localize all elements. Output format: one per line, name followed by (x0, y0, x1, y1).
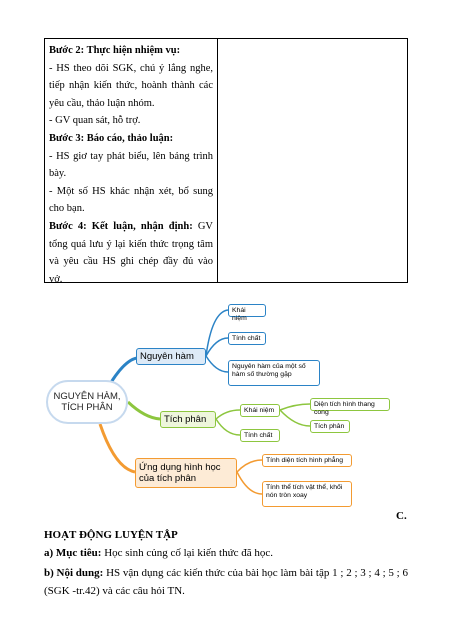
section-heading: HOẠT ĐỘNG LUYỆN TẬP (44, 529, 178, 541)
goal-text: Học sinh củng cố lại kiến thức đã học. (101, 547, 273, 559)
connector-root-ung-dung (100, 424, 135, 472)
connector-b2-leaf2 (216, 419, 240, 435)
step4-paragraph (49, 218, 213, 288)
content-paragraph (44, 564, 408, 600)
leaf-tinh-chat-2: Tính chất (240, 429, 280, 442)
connector-b1-leaf1 (206, 310, 228, 356)
leaf-khai-niem-1: Khái niệm (228, 304, 266, 317)
goal-paragraph (44, 546, 408, 560)
connector-b2-sub2 (280, 410, 310, 426)
branch-nguyen-ham: Nguyên hàm (136, 348, 206, 365)
step4-text: GV tổng quá lưu ý lại kiến thức trọng tâm và yêu cầu HS ghi chép đầy đủ vào vở. (49, 220, 213, 285)
connector-b3-leaf1 (237, 460, 262, 472)
goal-label: a) Mục tiêu: (44, 547, 102, 559)
leaf-the-tich-vat-the: Tính thể tích vật thể, khối nón tròn xoay (262, 481, 352, 507)
step2-line2: - GV quan sát, hỗ trợ. (49, 115, 141, 127)
content-text: HS vận dụng các kiến thức của bài học làm bài tập 1 ; 2 ; 3 ; 4 ; 5 ; 6 (SGK -tr.42) và các câu hỏi TN. (44, 567, 409, 597)
leaf-dien-tich-hinh-thang-cong: Diện tích hình thang cong (310, 398, 390, 411)
step3-line1: - HS giơ tay phát biểu, lên bảng trình bày. (49, 150, 213, 180)
table-column-divider (217, 39, 218, 282)
step3-title: Bước 3: Báo cáo, thảo luận: (49, 132, 174, 144)
leaf-nguyen-ham-thuong-gap: Nguyên hàm của một số hàm số thường gặp (228, 360, 320, 386)
leaf-khai-niem-2: Khái niệm (240, 404, 280, 417)
leaf-dien-tich-hinh-phang: Tính diện tích hình phẳng (262, 454, 352, 467)
activity-table (44, 38, 408, 283)
step3-line2: - Một số HS khác nhận xét, bổ sung cho bạn. (49, 185, 213, 215)
table-left-cell (49, 42, 213, 288)
connector-root-nguyen-ham (110, 358, 137, 384)
content-label: b) Nội dung: (44, 567, 104, 579)
branch-ung-dung-hinh-hoc: Ứng dụng hình học của tích phân (135, 458, 237, 488)
connector-b1-leaf3 (206, 356, 228, 372)
leaf-tinh-chat-1: Tính chất (228, 332, 266, 345)
connector-b2-leaf1 (216, 410, 240, 419)
mind-map (40, 298, 410, 513)
step2-line1: - HS theo dõi SGK, chú ý lắng nghe, tiếp nhận kiến thức, hoành thành các yêu cầu, thảo luận nhóm. (49, 62, 213, 109)
section-letter: C. (396, 510, 407, 522)
connector-root-tich-phan (128, 402, 160, 419)
connector-b2-sub1 (280, 404, 310, 410)
connector-b3-leaf2 (237, 472, 262, 494)
leaf-tich-phan: Tích phân (310, 420, 350, 433)
step2-title: Bước 2: Thực hiện nhiệm vụ: (49, 45, 181, 56)
branch-tich-phan: Tích phân (160, 411, 216, 428)
mindmap-root: NGUYÊN HÀM, TÍCH PHÂN (46, 380, 128, 424)
step4-title: Bước 4: Kết luận, nhận định: (49, 220, 193, 232)
